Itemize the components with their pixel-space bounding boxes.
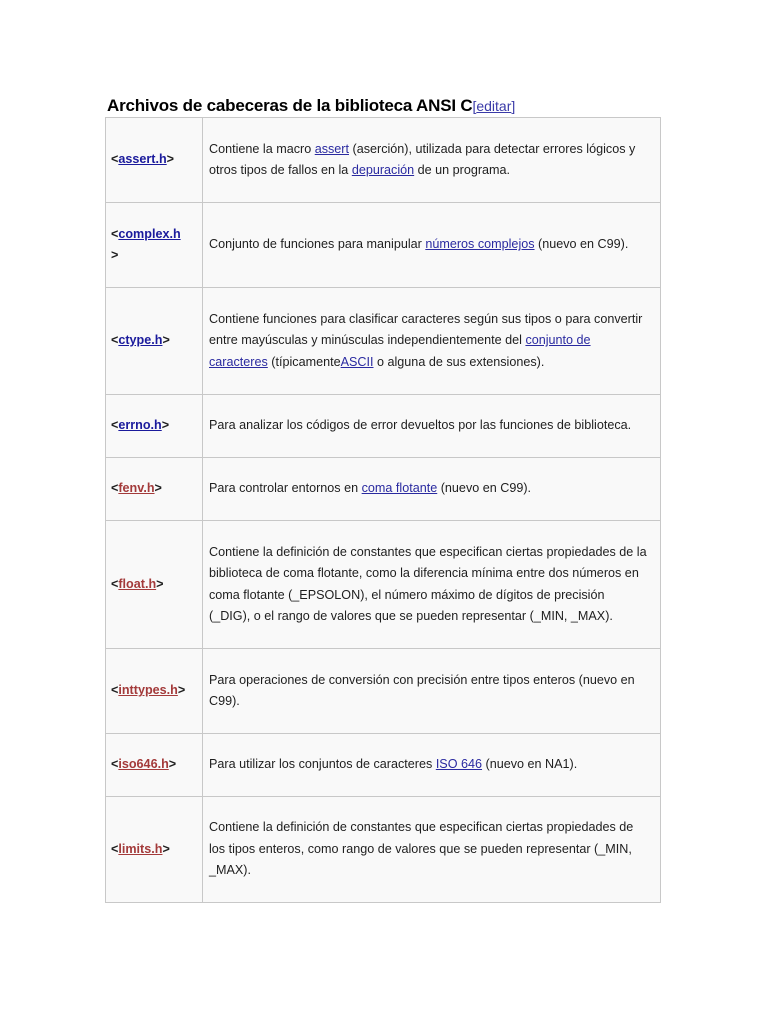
header-description: [203, 118, 661, 203]
angle-close: >: [168, 757, 177, 772]
angle-open: <: [111, 418, 119, 433]
table-row: [106, 734, 661, 797]
section-title: Archivos de cabeceras de la biblioteca ANSI C: [107, 96, 473, 115]
header-name-cell: [106, 521, 203, 649]
link-coma-flotante[interactable]: coma flotante: [361, 481, 438, 496]
table-row: [106, 395, 661, 458]
header-description: [203, 734, 661, 797]
header-name-cell: [106, 458, 203, 521]
header-name-cell: [106, 734, 203, 797]
angle-open: <: [111, 333, 119, 348]
header-link-fenv[interactable]: fenv.h: [118, 481, 155, 496]
angle-close: >: [154, 481, 162, 496]
header-link-assert[interactable]: assert.h: [118, 152, 167, 167]
table-row: [106, 288, 661, 395]
link-iso-646[interactable]: ISO 646: [435, 757, 483, 772]
desc-text: Para utilizar los conjuntos de caracteres: [209, 757, 436, 772]
header-link-ctype[interactable]: ctype.h: [118, 333, 163, 348]
header-description: [203, 288, 661, 395]
edit-bracket-open: [: [472, 98, 477, 114]
table-row: [106, 118, 661, 203]
desc-text: (nuevo en C99).: [534, 237, 629, 252]
angle-open: <: [111, 152, 119, 167]
header-description: [203, 521, 661, 649]
desc-text: (típicamente: [267, 354, 341, 369]
header-description: [203, 395, 661, 458]
angle-close: >: [162, 333, 170, 348]
desc-text: o alguna de sus extensiones).: [373, 354, 545, 369]
link-numeros-complejos[interactable]: números complejos: [425, 237, 535, 252]
header-link-float[interactable]: float.h: [118, 576, 157, 591]
header-link-errno[interactable]: errno.h: [118, 418, 162, 433]
desc-text: Para analizar los códigos de error devueltos por las funciones de biblioteca.: [209, 418, 632, 433]
angle-open: <: [111, 683, 119, 698]
desc-text: Conjunto de funciones para manipular: [209, 237, 426, 252]
header-name-cell: [106, 395, 203, 458]
desc-text: (aserción), utilizada para detectar errores lógicos y otros tipos de fallos en la: [209, 141, 636, 177]
desc-text: de un programa.: [414, 163, 511, 177]
desc-text: Contiene funciones para clasificar caracteres según sus tipos o para convertir entre mayúsculas y minúsculas independientemente del: [209, 311, 643, 348]
header-link-complex[interactable]: complex.h: [118, 226, 181, 241]
desc-text: Contiene la macro: [209, 141, 315, 156]
link-conjunto-de-caracteres[interactable]: conjunto de caracteres: [209, 333, 591, 369]
header-link-limits[interactable]: limits.h: [118, 841, 163, 856]
angle-close: >: [111, 248, 119, 262]
desc-text: Contiene la definición de constantes que especifican ciertas propiedades de los tipos enteros, como rango de valores que se pueden representar (_MIN, _MAX).: [209, 820, 634, 878]
angle-close: >: [156, 576, 164, 591]
angle-close: >: [177, 683, 186, 698]
link-depuracion[interactable]: depuración: [351, 163, 415, 177]
header-name-cell: [106, 118, 203, 203]
desc-text: (nuevo en C99).: [437, 481, 532, 496]
edit-link[interactable]: editar: [476, 98, 512, 114]
desc-text: (nuevo en NA1).: [482, 757, 578, 772]
desc-text: Contiene la definición de constantes que especifican ciertas propiedades de la biblioteca de coma flotante, como la diferencia mínima entre dos números en coma flotante (_EPSOLON), el número máximo de dígitos de precisión (_DIG), o el rango de valores que se pueden representar (_MIN, _MAX).: [209, 544, 647, 623]
angle-close: >: [166, 152, 175, 167]
desc-text: Para controlar entornos en: [209, 481, 362, 496]
header-name-cell: [106, 203, 203, 288]
header-name-cell: [106, 649, 203, 734]
header-files-table: [105, 117, 661, 903]
header-name-cell: [106, 288, 203, 395]
table-row: [106, 458, 661, 521]
table-row: [106, 203, 661, 288]
header-description: [203, 797, 661, 903]
angle-open: <: [111, 841, 119, 856]
link-assert[interactable]: assert: [314, 141, 349, 156]
desc-text: Para operaciones de conversión con precisión entre tipos enteros (nuevo en C99).: [209, 672, 635, 708]
table-row: [106, 797, 661, 903]
header-name-cell: [106, 797, 203, 903]
edit-bracket-close: ]: [511, 98, 516, 114]
angle-open: <: [111, 226, 119, 241]
header-description: [203, 649, 661, 734]
angle-close: >: [162, 841, 170, 856]
table-row: [106, 649, 661, 734]
table-row: [106, 521, 661, 649]
angle-open: <: [111, 757, 119, 772]
angle-open: <: [111, 481, 119, 496]
section-heading: [107, 96, 515, 116]
angle-close: >: [161, 418, 170, 433]
angle-open: <: [111, 576, 119, 591]
link-ascii[interactable]: ASCII: [340, 354, 374, 369]
header-link-inttypes[interactable]: inttypes.h: [118, 683, 178, 698]
edit-section: [472, 98, 515, 114]
header-description: [203, 458, 661, 521]
header-link-iso646[interactable]: iso646.h: [118, 757, 169, 772]
header-description: [203, 203, 661, 288]
